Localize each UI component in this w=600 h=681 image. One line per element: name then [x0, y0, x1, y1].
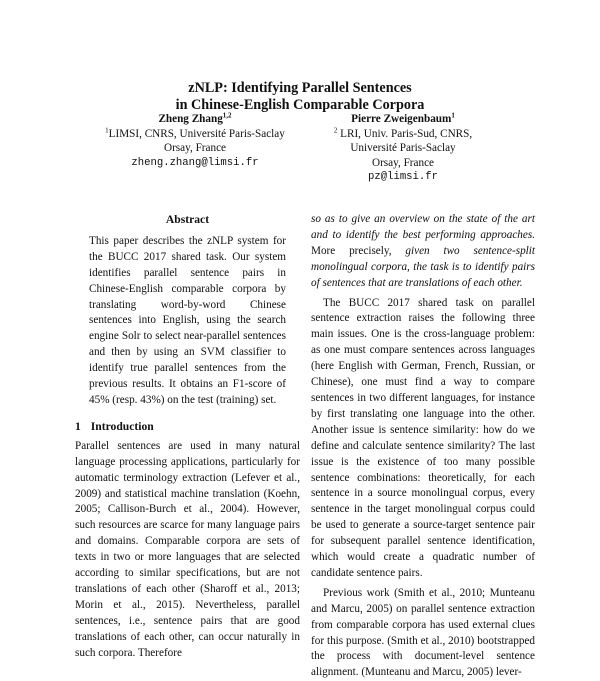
right-column [311, 212, 535, 681]
author-block-2 [313, 112, 493, 185]
author-affiliation: $^1$LIMSI, CNRS, Université Paris-Saclay [105, 125, 285, 140]
title-line-1: zNLP: Identifying Parallel Sentences [188, 80, 412, 96]
body-paragraph-2: The BUCC 2017 shared task on parallel sentence extraction raises the following three main issues. One is the cross-language problem: as one must compare sentences across languages (here English with German, French, Russian, or Chinese), one must find a way to compare sentences in two different languages, for instance by first translating one language into the other. Another issue is sentence similarity: how do we define and calculate sentence similarity? The last issue is the existence of too many possible sentence combinations: theoretically, for each sentence in a source monolingual corpus, every sentence in the target monolingual corpus could be used to generate a source-target sentence pair for subsequent parallel sentence identification, which would create a quadratic number of candidate sentence pairs. [311, 296, 535, 579]
author-affiliation-2: Université Paris-Saclay [350, 142, 456, 155]
author-email: zheng.zhang@limsi.fr [131, 156, 259, 169]
section-heading-introduction [75, 419, 300, 435]
section-number: 1 [75, 419, 81, 433]
left-column [75, 212, 300, 661]
author-email: pz@limsi.fr [368, 171, 438, 184]
continued-italic-text-2: given two sentence-split monolingual corpora, the task is to identify pairs of sentences that are translations of each other. [311, 244, 536, 289]
author-location: Orsay, France [163, 142, 227, 155]
title-line-2: in Chinese-English Comparable Corpora [175, 97, 425, 113]
abstract-text: This paper describes the zNLP system for the BUCC 2017 shared task. Our system identifies parallel sentence pairs in Chinese-English comparable corpora by translating word-by-word Chinese sentences into English, using the search engine Solr to select near-parallel sentences and then by using an SVM classifier to identify true parallel sentences from the previous results. It obtains an F1-score of 45% (resp. 43%) on the test (training) set. [89, 234, 286, 406]
author-location: Orsay, France [371, 156, 435, 169]
author-name: Zheng Zhang$^{1,2}$ [158, 111, 232, 125]
body-paragraph-3: Previous work (Smith et al., 2010; Munteanu and Marcu, 2005) on parallel sentence extraction from comparable corpora has used external clues for this purpose. (Smith et al., 2010) bootstrapped the process with document-level sentence alignment. (Munteanu and Marcu, 2005) lever- [311, 586, 535, 679]
continued-italic-text: so as to give an overview on the state of the art and to identify the best performing approaches. [311, 213, 535, 241]
continued-normal-text: More precisely, [311, 244, 392, 257]
section-title: Introduction [90, 419, 154, 433]
author-block-1 [100, 112, 290, 170]
introduction-paragraph-1: Parallel sentences are used in many natural language processing applications, particularly for automatic terminology extraction (Lefever et al., 2009) and statistical machine translation (Koehn, 2005; Callison-Burch et al., 2004). However, such resources are scarce for many language pairs and domains. Comparable corpora are sets of texts in two or more languages that are selected according to similar specifications, but are not translations of each other (Sharoff et al., 2013; Morin et al., 2015). Nevertheless, parallel sentences, i.e., sentence pairs that are good translations of each other, can occur naturally in such corpora. Therefore [75, 439, 300, 659]
continued-paragraph [311, 212, 535, 292]
paper-title [0, 80, 600, 114]
author-name: Pierre Zweigenbaum$^1$ [351, 111, 455, 125]
abstract-heading: Abstract [165, 213, 210, 226]
author-affiliation: $^2$ LRI, Univ. Paris-Sud, CNRS, [333, 125, 473, 140]
